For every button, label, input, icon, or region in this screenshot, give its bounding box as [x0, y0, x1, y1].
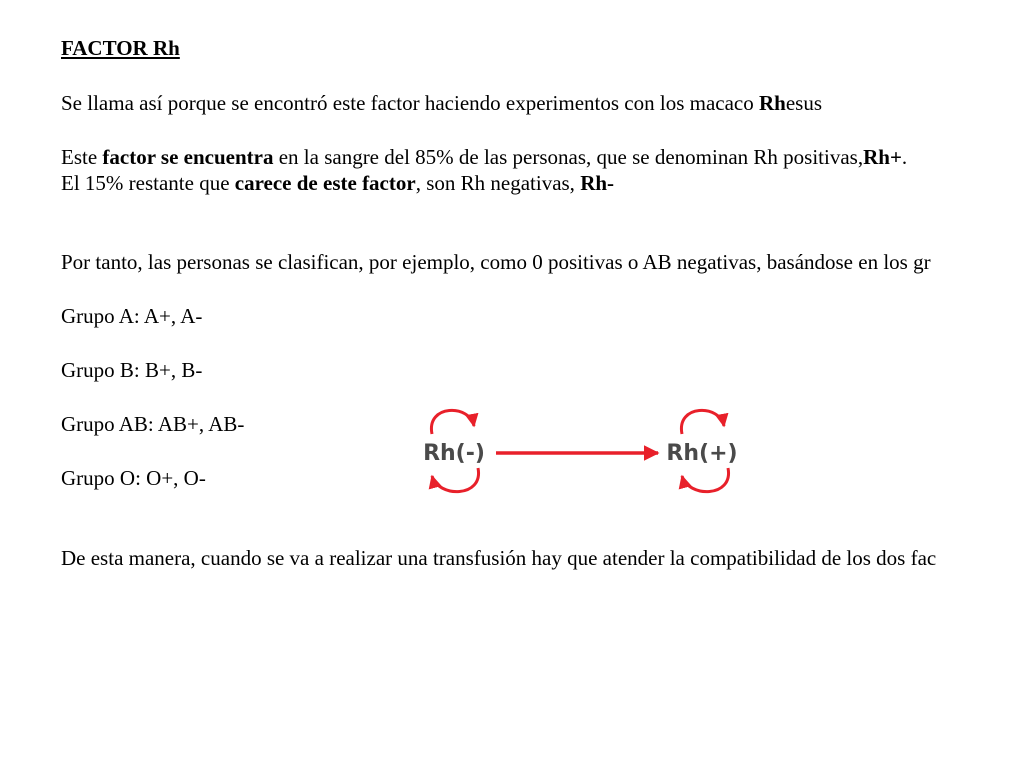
- paragraph-positive-text-1: Este: [61, 145, 103, 169]
- paragraph-positive-bold-1: factor se encuentra: [102, 145, 274, 169]
- rh-diagram-svg: [410, 398, 750, 506]
- paragraph-classification: Por tanto, las personas se clasifican, por ejemplo, como 0 positivas o AB negativas, basándose en los gr: [61, 250, 931, 274]
- paragraph-positive-text-2: en la sangre del 85% de las personas, que se denominan Rh positivas,: [273, 145, 864, 169]
- paragraph-origin-text: Se llama así porque se encontró este factor haciendo experimentos con los macaco: [61, 91, 759, 115]
- paragraph-positive: [61, 145, 907, 169]
- rh-conversion-diagram: [410, 398, 750, 506]
- right-top-cycle-arrow: [681, 410, 724, 434]
- paragraph-negative-bold-2: Rh-: [580, 171, 615, 195]
- group-o: Grupo O: O+, O-: [61, 466, 206, 490]
- right-bottom-cycle-arrow: [682, 468, 729, 492]
- paragraph-negative: [61, 171, 614, 195]
- group-a: Grupo A: A+, A-: [61, 304, 203, 328]
- rh-negative-label: Rh(-): [423, 441, 485, 466]
- group-ab: Grupo AB: AB+, AB-: [61, 412, 245, 436]
- paragraph-negative-bold-1: carece de este factor: [234, 171, 416, 195]
- paragraph-transfusion: De esta manera, cuando se va a realizar una transfusión hay que atender la compatibilidad de los dos fac: [61, 546, 937, 570]
- paragraph-positive-bold-2: Rh+: [863, 145, 902, 169]
- paragraph-origin-tail: esus: [785, 91, 823, 115]
- left-bottom-cycle-arrow: [432, 468, 479, 492]
- paragraph-positive-text-3: .: [901, 145, 908, 169]
- page-title: FACTOR Rh: [61, 36, 180, 60]
- rh-positive-label: Rh(+): [666, 441, 738, 466]
- paragraph-negative-text-2: , son Rh negativas,: [415, 171, 581, 195]
- paragraph-negative-text-1: El 15% restante que: [61, 171, 235, 195]
- left-top-cycle-arrow: [431, 410, 474, 434]
- paragraph-origin: [61, 91, 822, 115]
- group-b: Grupo B: B+, B-: [61, 358, 203, 382]
- paragraph-origin-bold: Rh: [758, 91, 786, 115]
